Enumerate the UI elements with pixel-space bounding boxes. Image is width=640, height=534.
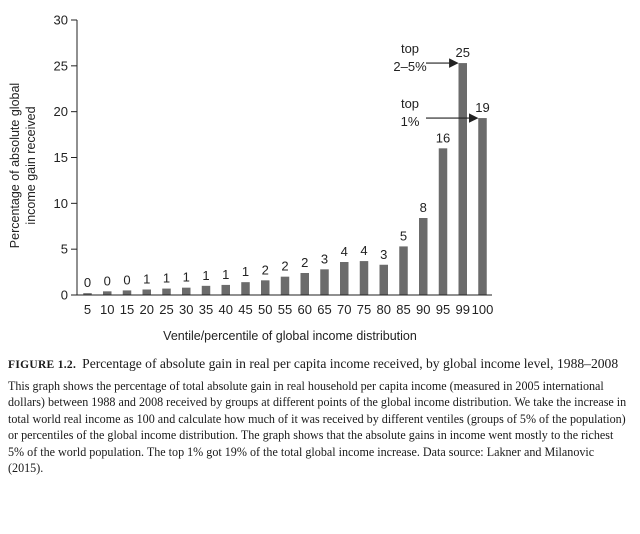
- bar-55: [281, 277, 290, 295]
- bar-60: [301, 273, 310, 295]
- bar-70: [340, 262, 349, 295]
- y-tick-label: 25: [53, 58, 68, 74]
- x-tick-label-40: 40: [218, 302, 233, 317]
- bar-100: [478, 118, 487, 295]
- value-label-95: 16: [435, 130, 451, 146]
- bar-75: [360, 261, 369, 295]
- x-axis-ticks: [84, 302, 493, 317]
- bar-80: [380, 265, 389, 295]
- y-tick-label: 20: [53, 104, 68, 120]
- figure-label: FIGURE 1.2.: [8, 359, 77, 371]
- x-tick-label-50: 50: [258, 302, 273, 317]
- x-tick-label-60: 60: [297, 302, 312, 317]
- value-label-85: 5: [399, 228, 408, 244]
- value-label-30: 1: [182, 269, 190, 285]
- y-tick-label: 30: [53, 12, 68, 28]
- value-label-40: 1: [222, 266, 230, 282]
- bar-35: [202, 286, 211, 295]
- bar-99: [459, 63, 468, 295]
- x-tick-label-55: 55: [277, 302, 293, 317]
- value-label-90: 8: [419, 200, 427, 215]
- value-label-5: 0: [83, 275, 92, 291]
- value-label-20: 1: [143, 271, 151, 287]
- y-axis-title-line: Percentage of absolute global: [8, 82, 22, 249]
- annotation-line-1: top: [400, 96, 420, 112]
- x-tick-label-20: 20: [139, 302, 154, 317]
- value-label-99: 25: [455, 45, 470, 61]
- bar-15: [123, 290, 132, 295]
- value-labels: [84, 45, 490, 290]
- x-tick-label-65: 65: [317, 302, 332, 317]
- value-label-50: 2: [261, 262, 269, 278]
- value-label-25: 1: [162, 270, 171, 286]
- y-tick-label: 5: [60, 241, 68, 257]
- x-tick-label-25: 25: [159, 302, 174, 317]
- x-tick-label-15: 15: [119, 302, 135, 317]
- figure-description: This graph shows the percentage of total absolute gain in real household per capita income (measured in 2005 international dollars) between 1988 and 2008 received by groups at different points of the global income distribution. We take the increase in total world real income as 100 and calculate how much of it was received by different ventiles (groups of 5% of the population) or percentiles of the global income distribution. The graph shows that the absolute gains in income went mostly to the richest 5% of the world population. The top 1% got 19% of the total global income increase. Data source: Lakner and Milanovic (2015).: [8, 379, 627, 476]
- x-tick-label-90: 90: [416, 302, 431, 317]
- value-label-35: 1: [202, 267, 210, 283]
- annotation-line-2: 2–5%: [393, 59, 427, 75]
- x-tick-label-30: 30: [179, 302, 194, 317]
- y-tick-label: 15: [53, 150, 68, 165]
- annotation-line-1: top: [400, 41, 420, 57]
- x-tick-label-75: 75: [356, 302, 372, 317]
- bar-90: [419, 218, 428, 295]
- y-tick-label: 10: [53, 195, 68, 211]
- x-axis-title: Ventile/percentile of global income distribution: [163, 329, 417, 343]
- figure-caption: [8, 355, 632, 476]
- value-label-60: 2: [301, 255, 309, 270]
- y-axis-title-line: income gain received: [24, 106, 38, 225]
- bar-95: [439, 148, 448, 295]
- bar-20: [143, 290, 152, 296]
- x-tick-label-70: 70: [337, 302, 352, 317]
- x-tick-label-10: 10: [100, 302, 115, 317]
- x-tick-label-99: 99: [455, 302, 470, 317]
- value-label-55: 2: [281, 258, 289, 274]
- value-label-70: 4: [340, 244, 348, 259]
- bar-85: [399, 246, 408, 295]
- value-label-45: 1: [241, 264, 250, 280]
- x-tick-label-85: 85: [396, 302, 411, 317]
- bar-65: [320, 269, 329, 295]
- y-tick-label: 0: [60, 287, 68, 303]
- x-tick-label-5: 5: [83, 302, 92, 317]
- y-axis-ticks: [54, 13, 77, 303]
- bar-45: [241, 282, 250, 295]
- annotation-line-2: 1%: [400, 114, 420, 130]
- x-tick-label-95: 95: [435, 302, 451, 317]
- bar-40: [222, 285, 231, 295]
- value-label-15: 0: [123, 272, 131, 288]
- y-axis-title: [8, 83, 38, 248]
- x-tick-label-100: 100: [471, 302, 494, 317]
- figure-title: [8, 355, 632, 374]
- x-tick-label-35: 35: [198, 302, 214, 317]
- value-label-80: 3: [380, 246, 388, 262]
- value-label-65: 3: [320, 251, 329, 267]
- bar-30: [182, 288, 191, 295]
- bar-10: [103, 291, 112, 295]
- value-label-75: 4: [360, 243, 368, 259]
- x-tick-label-80: 80: [376, 302, 391, 317]
- value-label-10: 0: [103, 273, 111, 289]
- x-tick-label-45: 45: [238, 302, 253, 317]
- bar-25: [162, 289, 171, 295]
- bar-50: [261, 280, 270, 295]
- figure-title-text: Percentage of absolute gain in real per capita income received, by global income level, 1988–2008: [82, 356, 619, 371]
- value-label-100: 19: [475, 100, 490, 116]
